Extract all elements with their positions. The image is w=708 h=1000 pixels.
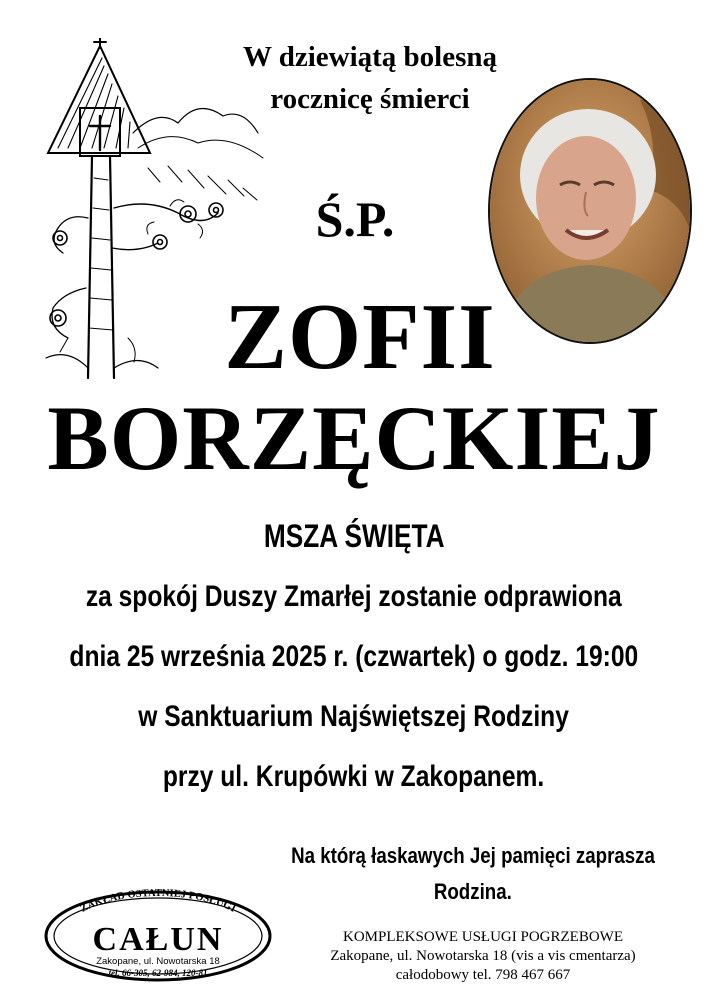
mass-line-text: dnia 25 września 2025 r. (czwartek) o godz. 19:00 bbox=[69, 640, 639, 673]
headline-line: rocznicę śmierci bbox=[270, 83, 470, 115]
mass-title-text: MSZA ŚWIĘTA bbox=[263, 518, 445, 554]
calun-logo bbox=[42, 880, 274, 984]
logo-brand: CAŁUN bbox=[92, 921, 224, 958]
mass-line-text: przy ul. Krupówki w Zakopanem. bbox=[163, 760, 545, 793]
mass-line-1 bbox=[0, 580, 708, 614]
company-address: Zakopane, ul. Nowotarska 18 (vis a vis cmentarza) bbox=[330, 948, 636, 964]
headline-line: W dziewiątą bolesną bbox=[242, 41, 498, 73]
invitation bbox=[238, 838, 708, 910]
invitation-line: Na którą łaskawych Jej pamięci zaprasza bbox=[291, 843, 655, 868]
mass-line-text: za spokój Duszy Zmarłej zostanie odprawiona bbox=[86, 580, 622, 613]
company-info bbox=[258, 928, 708, 985]
mass-line-3 bbox=[0, 700, 708, 734]
prefix-sp: Ś.P. bbox=[315, 191, 395, 247]
headline bbox=[200, 36, 540, 120]
logo-address: Zakopane, ul. Nowotarska 18 bbox=[96, 956, 220, 967]
logo-arc-text: ZAKŁAD OSTATNIEJ POSŁUGI bbox=[78, 888, 238, 915]
mass-line-2 bbox=[0, 640, 708, 674]
mass-line-text: w Sanktuarium Najświętszej Rodziny bbox=[138, 700, 570, 733]
logo-phones: tel. 66-305, 62-984, 120-81 bbox=[108, 968, 208, 978]
company-services: KOMPLEKSOWE USŁUGI POGRZEBOWE bbox=[343, 929, 623, 945]
last-name: BORZĘCKIEJ bbox=[47, 387, 661, 489]
company-phone: całodobowy tel. 798 467 667 bbox=[395, 967, 571, 983]
first-name: ZOFII bbox=[224, 285, 496, 389]
invitation-signature: Rodzina. bbox=[434, 879, 512, 904]
mass-title bbox=[0, 518, 708, 555]
mass-line-4 bbox=[0, 760, 708, 794]
